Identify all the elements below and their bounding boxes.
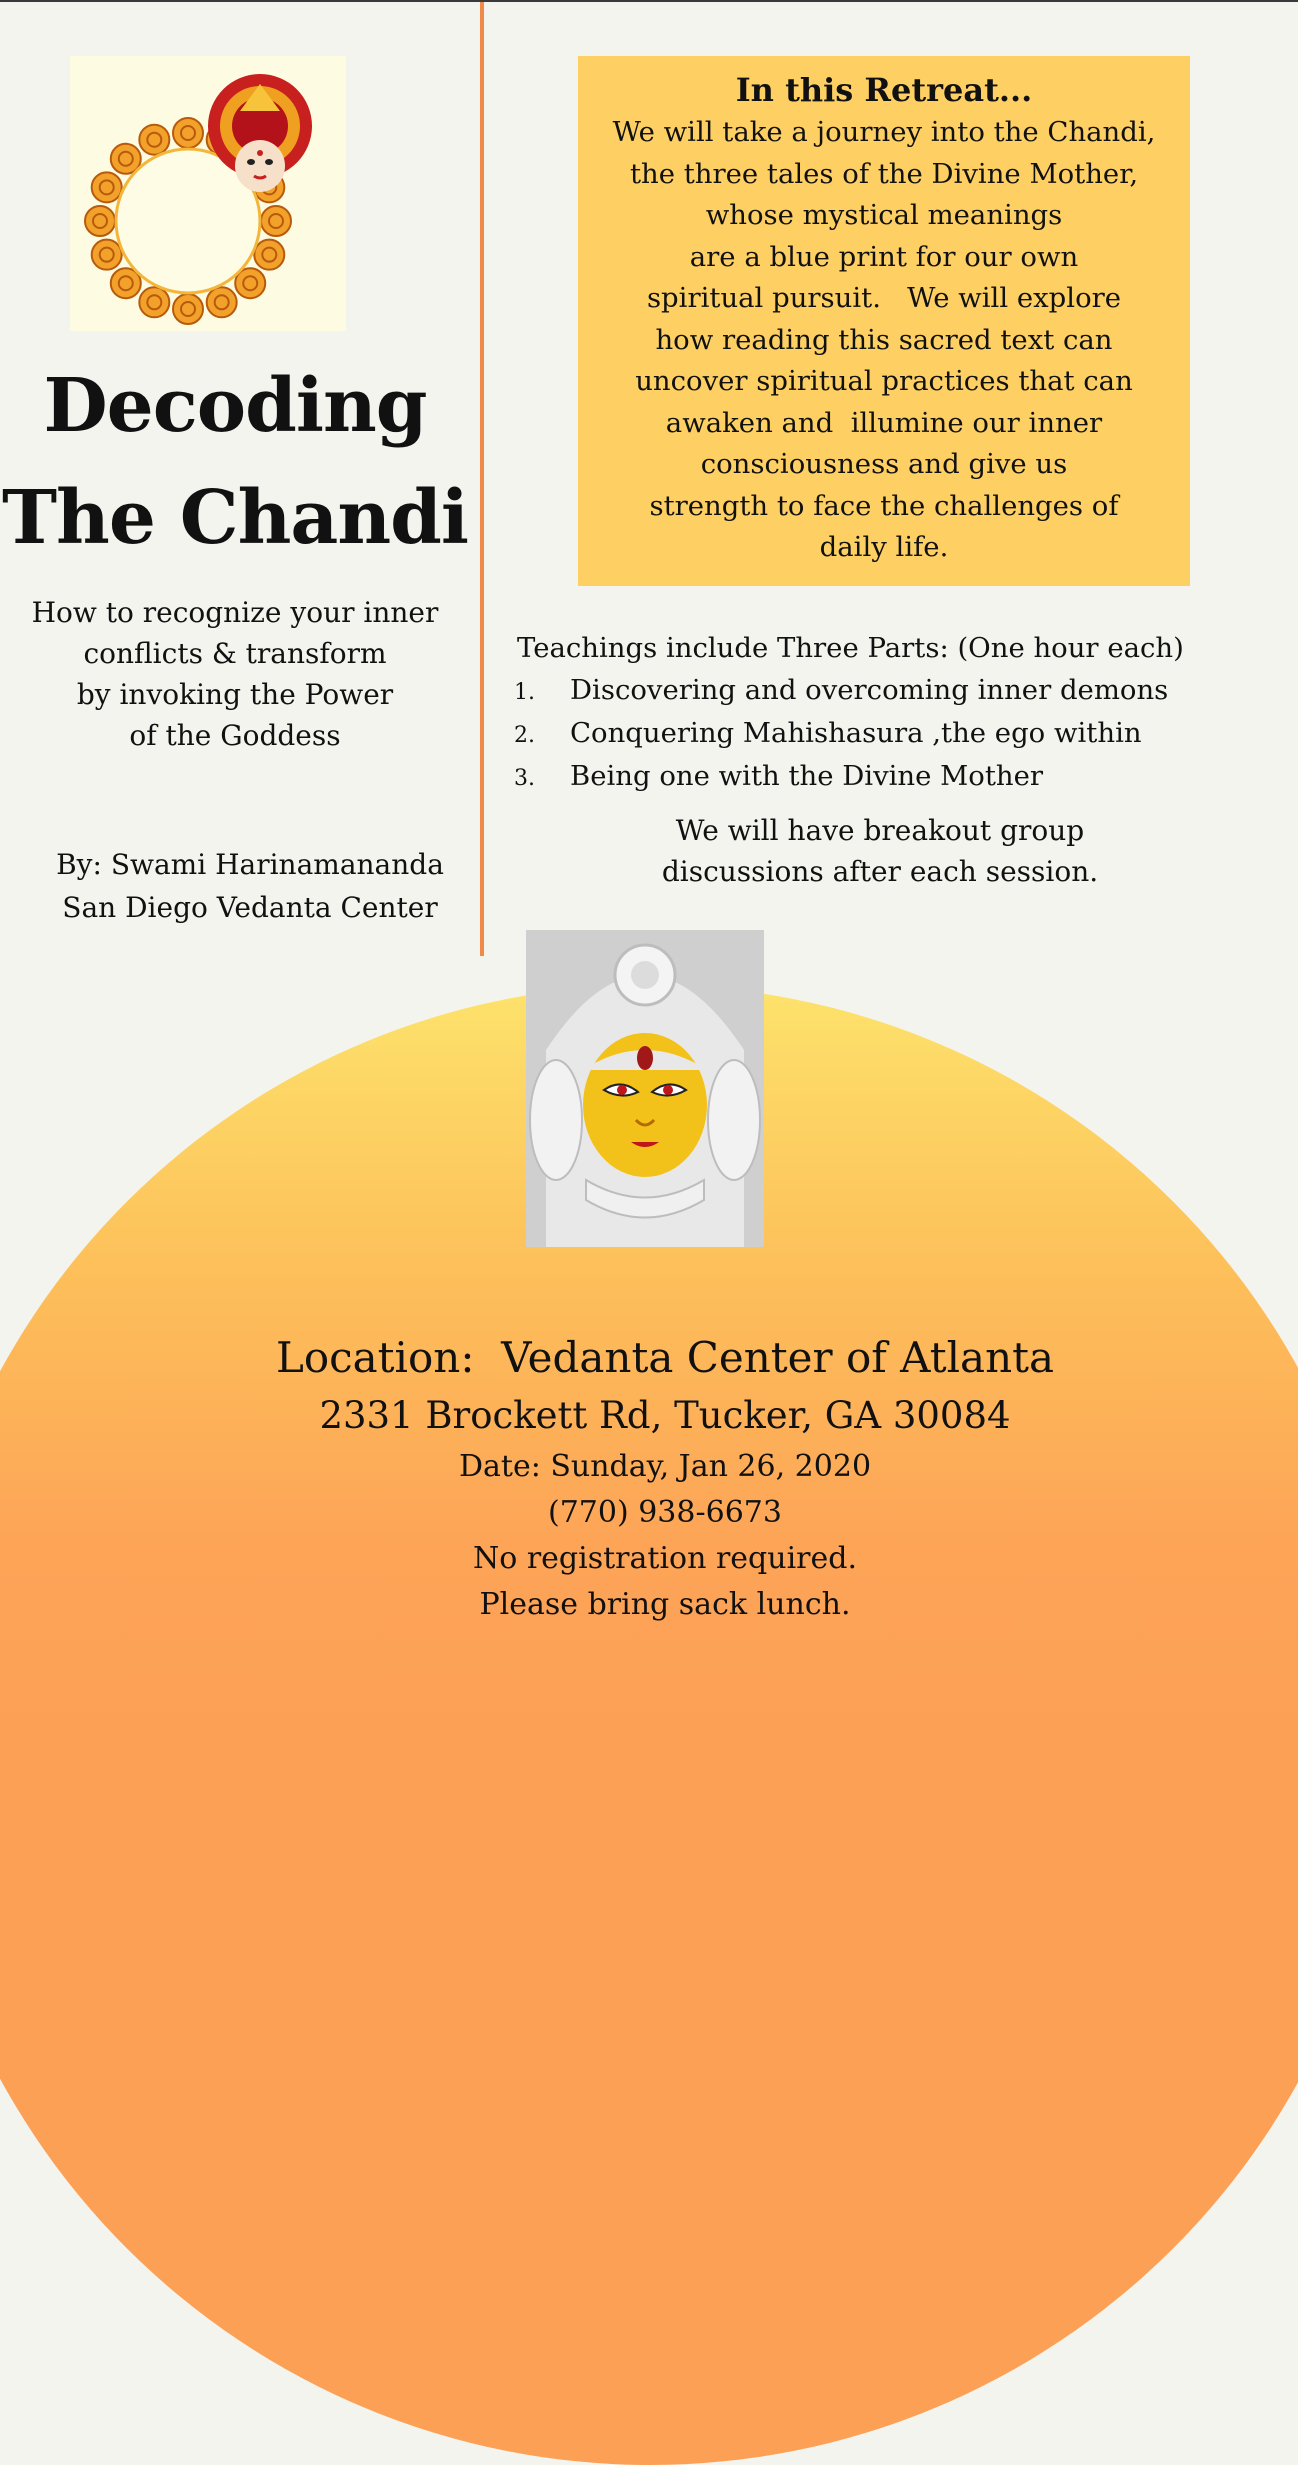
spiral-ornament <box>207 287 237 317</box>
list-text: Being one with the Divine Mother <box>570 760 1044 792</box>
breakout-line: discussions after each session. <box>661 855 1099 888</box>
page-title <box>0 350 470 574</box>
durga-face-icon <box>526 930 764 1247</box>
retreat-line: the three tales of the Divine Mother, <box>629 157 1139 190</box>
subtitle-line: conflicts & transform <box>83 637 387 670</box>
list-item <box>514 755 1294 798</box>
list-text: Conquering Mahishasura ,the ego within <box>570 717 1142 749</box>
breakout-line: We will have breakout group <box>675 814 1085 847</box>
subtitle-line: of the Goddess <box>129 719 341 752</box>
retreat-line: whose mystical meanings <box>705 199 1063 231</box>
title-line-2: The Chandi <box>1 475 468 561</box>
location-address: 2331 Brockett Rd, Tucker, GA 30084 <box>319 1394 1011 1437</box>
spiral-ornament <box>92 240 122 270</box>
spiral-ornament <box>92 172 122 202</box>
spiral-ornament <box>173 294 203 324</box>
subtitle-line: by invoking the Power <box>76 678 394 711</box>
spiral-ornament <box>139 125 169 155</box>
event-date: Date: Sunday, Jan 26, 2020 <box>458 1449 872 1484</box>
teachings-section <box>514 627 1294 798</box>
goddess-image <box>526 930 764 1247</box>
location-block <box>0 1328 1298 1628</box>
spiral-ornament <box>261 206 291 236</box>
lunch-note: Please bring sack lunch. <box>479 1587 851 1622</box>
list-number: 3. <box>514 766 535 791</box>
retreat-line: strength to face the challenges of <box>649 489 1119 522</box>
list-text: Discovering and overcoming inner demons <box>570 674 1169 706</box>
author-org: San Diego Vedanta Center <box>62 891 438 924</box>
mandala-icon <box>70 56 346 331</box>
retreat-line: are a blue print for our own <box>689 240 1079 273</box>
top-border <box>0 0 1298 2</box>
retreat-line: consciousness and give us <box>700 448 1068 480</box>
spiral-ornament <box>173 118 203 148</box>
spiral-ornament <box>139 287 169 317</box>
title-line-1: Decoding <box>43 363 427 449</box>
durga-mandala-logo <box>70 56 346 331</box>
list-item <box>514 712 1294 755</box>
list-item <box>514 669 1294 712</box>
retreat-line: how reading this sacred text can <box>655 323 1113 356</box>
retreat-description <box>578 112 1190 569</box>
retreat-line: awaken and illumine our inner <box>665 406 1103 439</box>
spiral-ornament <box>254 240 284 270</box>
retreat-line: uncover spiritual practices that can <box>635 365 1133 397</box>
author-name: By: Swami Harinamananda <box>56 848 444 881</box>
list-number: 2. <box>514 723 535 748</box>
author-block <box>30 843 470 929</box>
breakout-note <box>620 810 1140 892</box>
list-number: 1. <box>514 680 535 705</box>
retreat-line: spiritual pursuit. We will explore <box>646 282 1122 314</box>
vertical-divider <box>480 2 484 956</box>
teachings-heading: Teachings include Three Parts: (One hour each) <box>517 632 1184 664</box>
spiral-ornament <box>85 206 115 236</box>
location-title: Location: Vedanta Center of Atlanta <box>275 1333 1055 1382</box>
subtitle-line: How to recognize your inner <box>31 596 439 629</box>
subtitle <box>10 592 460 756</box>
phone-number: (770) 938-6673 <box>548 1495 782 1530</box>
teachings-list <box>514 669 1294 798</box>
registration-note: No registration required. <box>472 1541 858 1576</box>
retreat-line: We will take a journey into the Chandi, <box>612 116 1156 148</box>
retreat-box <box>578 56 1190 586</box>
retreat-line: daily life. <box>819 531 949 563</box>
retreat-heading: In this Retreat... <box>735 71 1033 109</box>
